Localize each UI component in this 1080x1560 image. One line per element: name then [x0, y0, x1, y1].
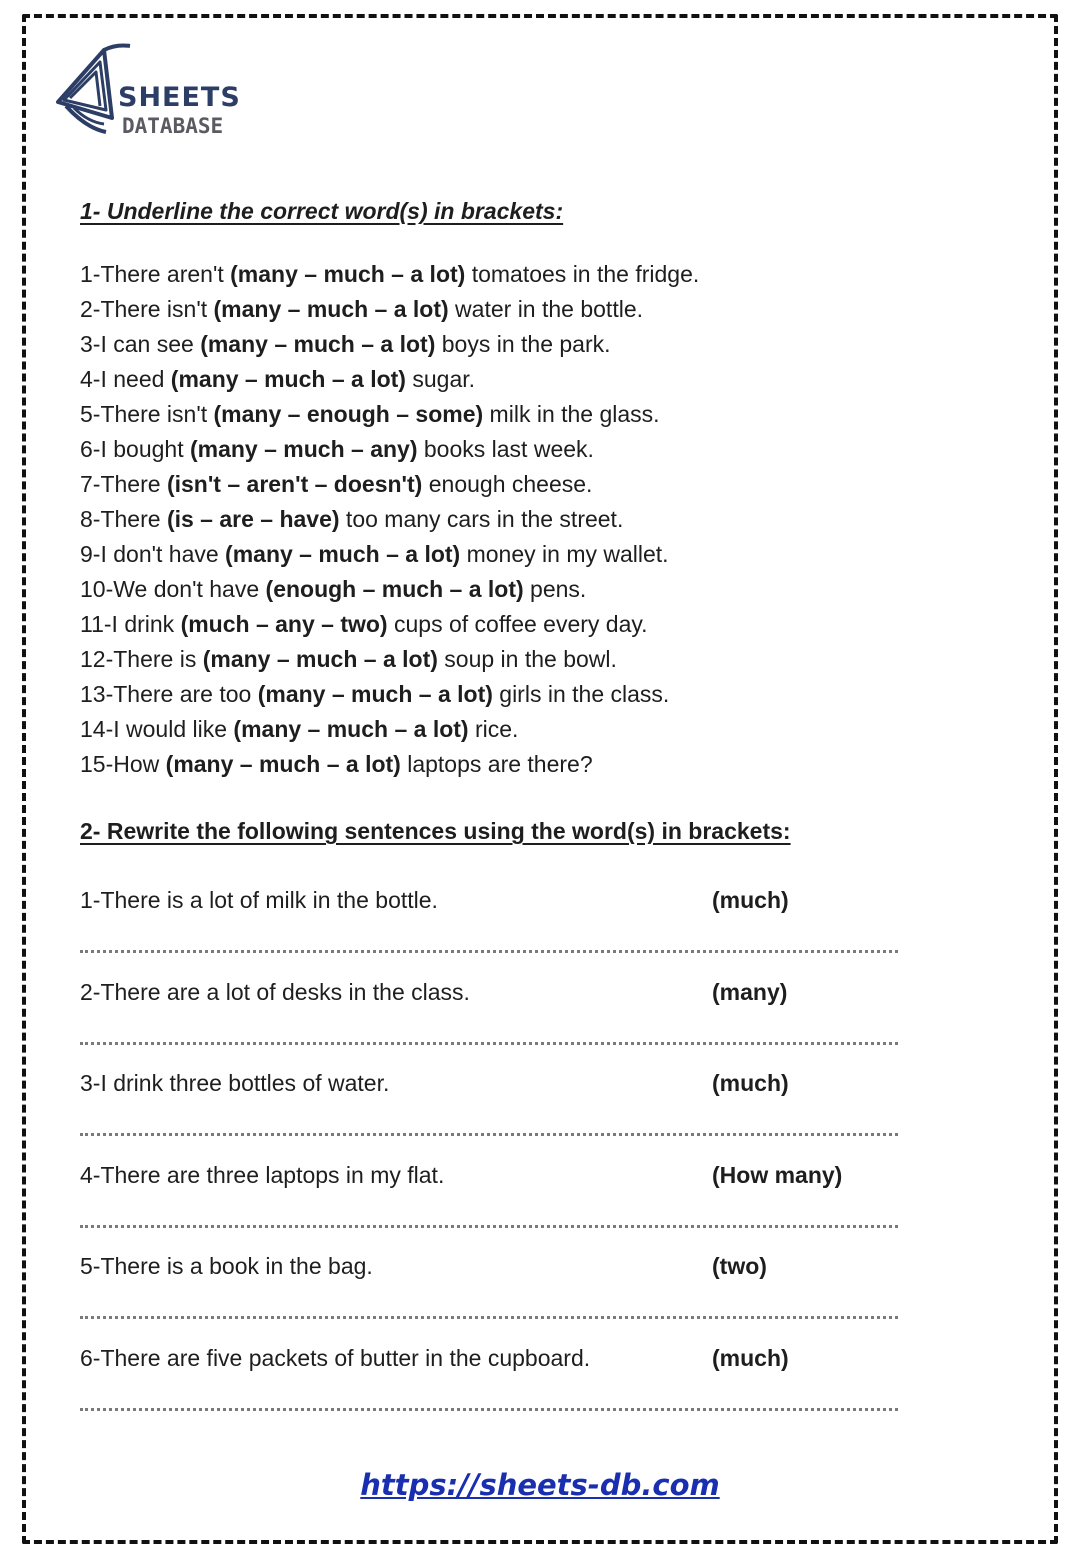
- sheets-database-logo: [52, 36, 262, 156]
- answer-line[interactable]: [80, 1133, 898, 1136]
- exercise2-item: [80, 1067, 910, 1159]
- item-text: 10-We don't have: [80, 576, 266, 602]
- exercise1-item: [80, 258, 699, 293]
- item-text: laptops are there?: [400, 751, 593, 777]
- item-text: pens.: [523, 576, 587, 602]
- answer-line[interactable]: [80, 950, 898, 953]
- item-options: (many – much – a lot): [225, 541, 461, 567]
- item-options: (enough – much – a lot): [265, 576, 524, 602]
- item-text: 6-I bought: [80, 436, 190, 462]
- exercise1-item: [80, 608, 699, 643]
- item-text: boys in the park.: [435, 331, 611, 357]
- item-text: tomatoes in the fridge.: [465, 261, 700, 287]
- item-text: books last week.: [417, 436, 594, 462]
- item-options: (many – much – a lot): [200, 331, 436, 357]
- item-text: 9-I don't have: [80, 541, 226, 567]
- sentence-text: 6-There are five packets of butter in the cupboard.: [80, 1344, 591, 1371]
- footer-website-link[interactable]: https://sheets-db.com: [360, 1468, 720, 1502]
- exercise1-item: [80, 573, 699, 608]
- exercise1-item: [80, 678, 699, 713]
- bracket-hint: (How many): [712, 1161, 843, 1188]
- exercise1-item: [80, 503, 699, 538]
- item-options: (many – much – a lot): [202, 646, 438, 672]
- item-text: 14-I would like: [80, 716, 234, 742]
- item-text: 1-There aren't: [80, 261, 231, 287]
- exercise1-item: [80, 643, 699, 678]
- exercise1-item: [80, 433, 699, 468]
- bracket-hint: (many): [712, 978, 788, 1005]
- exercise1-item: [80, 328, 699, 363]
- item-options: (many – much – a lot): [230, 261, 466, 287]
- item-text: 7-There: [80, 471, 167, 497]
- item-options: (many – much – a lot): [257, 681, 493, 707]
- item-text: sugar.: [405, 366, 476, 392]
- bracket-hint: (much): [712, 1344, 789, 1371]
- item-options: (many – much – a lot): [233, 716, 469, 742]
- underline-exercise-list: [80, 258, 699, 783]
- bracket-hint: (much): [712, 887, 789, 913]
- answer-line[interactable]: [80, 1225, 898, 1228]
- exercise2-item: [80, 884, 910, 976]
- answer-line[interactable]: [80, 1042, 898, 1045]
- item-options: (many – much – a lot): [165, 751, 401, 777]
- item-options: (is – are – have): [166, 506, 340, 532]
- answer-line[interactable]: [80, 1408, 898, 1411]
- bracket-hint: (much): [712, 1070, 789, 1096]
- item-text: soup in the bowl.: [437, 646, 617, 672]
- item-options: (much – any – two): [180, 611, 388, 637]
- exercise2-item: [80, 1159, 910, 1251]
- item-text: 2-There isn't: [80, 296, 214, 322]
- exercise2-item: [80, 1342, 910, 1434]
- answer-line[interactable]: [80, 1316, 898, 1319]
- item-text: 5-There isn't: [80, 401, 214, 427]
- item-text: 3-I can see: [80, 331, 201, 357]
- rewrite-exercise-list: [80, 884, 910, 1433]
- section1-heading: 1- Underline the correct word(s) in brackets:: [80, 198, 564, 224]
- exercise1-item: [80, 293, 699, 328]
- exercise1-item: [80, 398, 699, 433]
- section2-heading: 2- Rewrite the following sentences using the word(s) in brackets:: [80, 818, 791, 844]
- item-options: (many – much – any): [189, 436, 418, 462]
- item-text: milk in the glass.: [483, 401, 660, 427]
- sentence-text: 3-I drink three bottles of water.: [80, 1070, 390, 1096]
- item-options: (many – much – a lot): [170, 366, 406, 392]
- sentence-text: 4-There are three laptops in my flat.: [80, 1161, 445, 1188]
- item-text: 8-There: [80, 506, 167, 532]
- item-text: money in my wallet.: [460, 541, 669, 567]
- exercise1-item: [80, 538, 699, 573]
- exercise1-item: [80, 748, 699, 783]
- item-text: 15-How: [80, 751, 166, 777]
- exercise2-item: [80, 976, 910, 1068]
- exercise1-item: [80, 468, 699, 503]
- exercise1-item: [80, 713, 699, 748]
- item-text: 11-I drink: [80, 611, 181, 637]
- item-text: 4-I need: [80, 366, 171, 392]
- exercise2-item: [80, 1250, 910, 1342]
- sentence-text: 2-There are a lot of desks in the class.: [80, 978, 470, 1005]
- item-options: (many – much – a lot): [213, 296, 449, 322]
- item-text: too many cars in the street.: [339, 506, 624, 532]
- item-text: water in the bottle.: [448, 296, 644, 322]
- item-text: cups of coffee every day.: [387, 611, 648, 637]
- item-options: (many – enough – some): [213, 401, 484, 427]
- item-text: girls in the class.: [492, 681, 670, 707]
- item-text: 13-There are too: [80, 681, 258, 707]
- logo-wordmark-sheets: SHEETS: [118, 82, 241, 113]
- item-text: rice.: [468, 716, 519, 742]
- item-text: 12-There is: [80, 646, 203, 672]
- item-options: (isn't – aren't – doesn't): [166, 471, 423, 497]
- sentence-text: 5-There is a book in the bag.: [80, 1253, 373, 1279]
- logo-wordmark-database: DATABASE: [122, 114, 224, 138]
- item-text: enough cheese.: [422, 471, 593, 497]
- exercise1-item: [80, 363, 699, 398]
- sentence-text: 1-There is a lot of milk in the bottle.: [80, 887, 438, 913]
- bracket-hint: (two): [712, 1253, 767, 1279]
